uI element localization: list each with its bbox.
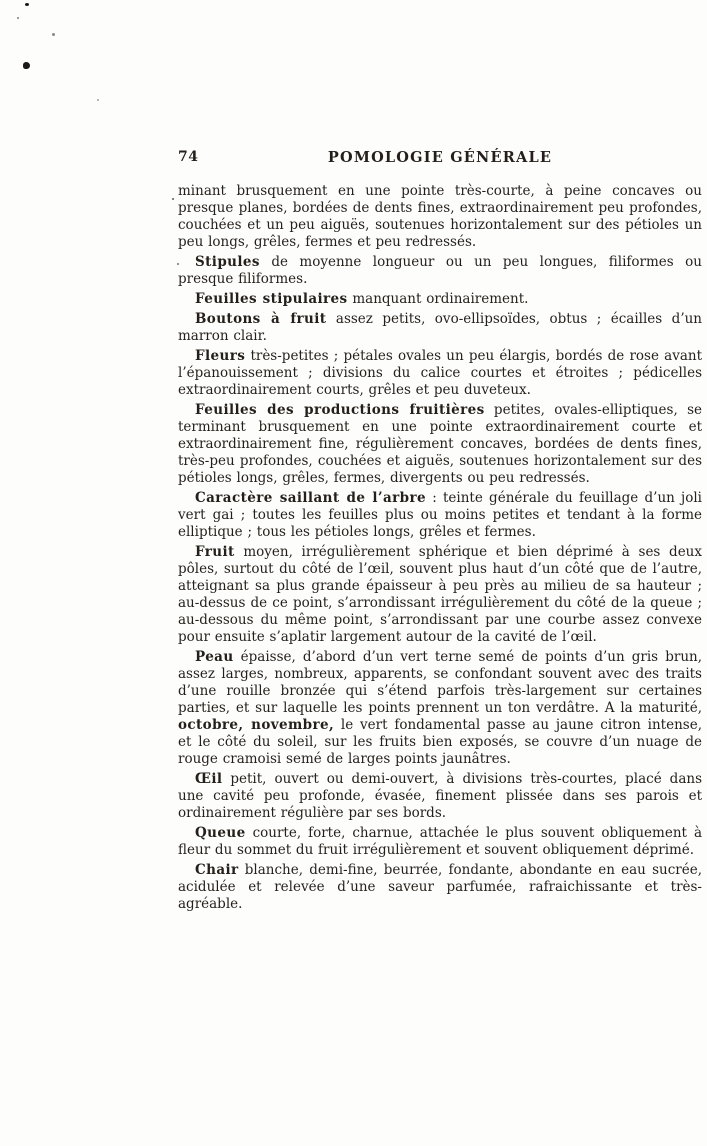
paragraph-headword: Feuilles stipulaires bbox=[195, 291, 348, 307]
paragraph-headword: Boutons à fruit bbox=[195, 311, 327, 327]
paragraph bbox=[178, 771, 702, 822]
paragraph-headword: Chair bbox=[195, 862, 239, 878]
paragraph-headword: Fruit bbox=[195, 544, 235, 560]
ink-speck bbox=[25, 3, 29, 6]
paragraph bbox=[178, 649, 702, 768]
paragraph-text: courte, forte, charnue, attachée le plus souvent obliquement à fleur du sommet du fruit irrégulièrement et souvent obliquement déprimé. bbox=[178, 825, 702, 858]
paragraph bbox=[178, 402, 702, 487]
paragraph-headword: Feuilles des productions fruitières bbox=[195, 402, 485, 418]
paragraph-text: très-petites ; pétales ovales un peu élargis, bordés de rose avant l’épanouissement ; divisions du calice courtes et étroites ; pédicelles extraordinairement courts, grêles et peu duveteux. bbox=[178, 348, 702, 398]
paragraph-headword: Queue bbox=[195, 825, 246, 841]
paragraph-text: blanche, demi-fine, beurrée, fondante, abondante en eau sucrée, acidulée et relevée d’une saveur parfumée, rafraichissante et très-agréable. bbox=[178, 862, 702, 912]
ink-speck bbox=[52, 33, 55, 36]
page-content bbox=[178, 149, 702, 913]
paragraph-text: petit, ouvert ou demi-ouvert, à divisions très-courtes, placé dans une cavité peu profonde, évasée, finement plissée dans ses parois et ordinairement régulière par ses bords. bbox=[178, 771, 702, 821]
paragraph-headword: Stipules bbox=[195, 254, 260, 270]
paragraph-text: minant brusquement en une pointe très-courte, à peine concaves ou presque planes, bordées de dents fines, extraordinairement peu profondes, couchées et un peu aiguës, soutenues horizontalement sur des pétioles un peu longs, grêles, fermes et peu redressés. bbox=[178, 183, 702, 250]
paragraph bbox=[178, 254, 702, 288]
page-number: 74 bbox=[178, 149, 199, 165]
paragraph bbox=[178, 544, 702, 646]
paragraph-headword: Œil bbox=[195, 771, 223, 787]
running-title: POMOLOGIE GÉNÉRALE bbox=[327, 149, 553, 166]
ink-speck bbox=[172, 198, 174, 200]
ink-speck bbox=[23, 62, 30, 69]
paragraph-text: de moyenne longueur ou un peu longues, filiformes ou presque filiformes. bbox=[178, 254, 702, 287]
paragraph-text: épaisse, d’abord d’un vert terne semé de points d’un gris brun, assez larges, nombreux, apparents, se confondant souvent avec des traits d’une rouille bronzée qui s’étend parfois très-largement sur certaines parties, et sur laquelle les points prennent un ton verdâtre. A la maturité, bbox=[178, 649, 702, 716]
paragraph-headword: Fleurs bbox=[195, 348, 246, 364]
paragraph bbox=[178, 862, 702, 913]
paragraph-text: petites, ovales-elliptiques, se terminant brusquement en une pointe extraordinairement courte et extraordinairement fine, régulièrement concaves, bordées de dents fines, très-peu profondes, couchées et aiguës, soutenues horizontalement sur des pétioles longs, grêles, fermes, divergents ou peu redressés. bbox=[178, 402, 702, 486]
paragraph bbox=[178, 291, 702, 308]
paragraph bbox=[178, 825, 702, 859]
paragraph bbox=[178, 183, 702, 251]
paragraph-text: manquant ordinairement. bbox=[347, 291, 529, 307]
page-header bbox=[178, 149, 702, 165]
page-body bbox=[178, 183, 702, 913]
paragraph-text: assez petits, ovo-ellipsoïdes, obtus ; écailles d’un marron clair. bbox=[178, 311, 702, 344]
paragraph-headword: octobre, novembre, bbox=[178, 717, 335, 733]
ink-speck bbox=[17, 17, 19, 19]
paragraph bbox=[178, 348, 702, 399]
paragraph-headword: Caractère saillant de l’arbre bbox=[195, 490, 426, 506]
paragraph bbox=[178, 490, 702, 541]
paragraph-text: moyen, irrégulièrement sphérique et bien déprimé à ses deux pôles, surtout du côté de l’œil, souvent plus haut d’un côté que de l’autre, atteignant sa plus grande épaisseur à peu près au milieu de sa hauteur ; au-dessus de ce point, s’arrondissant irrégulièrement du côté de la queue ; au-dessous du même point, s’arrondissant par une courbe assez convexe pour ensuite s’aplatir largement autour de la cavité de l’œil. bbox=[178, 544, 702, 645]
ink-speck bbox=[97, 99, 99, 101]
paragraph-text: : teinte générale du feuillage d’un joli vert gai ; toutes les feuilles plus ou moins petites et tendant à la forme elliptique ; tous les pétioles longs, grêles et fermes. bbox=[178, 490, 703, 540]
paragraph bbox=[178, 311, 702, 345]
paragraph-text: le vert fondamental passe au jaune citron intense, et le côté du soleil, sur les fruits bien exposés, se couvre d’un nuage de rouge cramoisi semé de larges points jaunâtres. bbox=[178, 717, 702, 767]
paragraph-headword: Peau bbox=[195, 649, 234, 665]
